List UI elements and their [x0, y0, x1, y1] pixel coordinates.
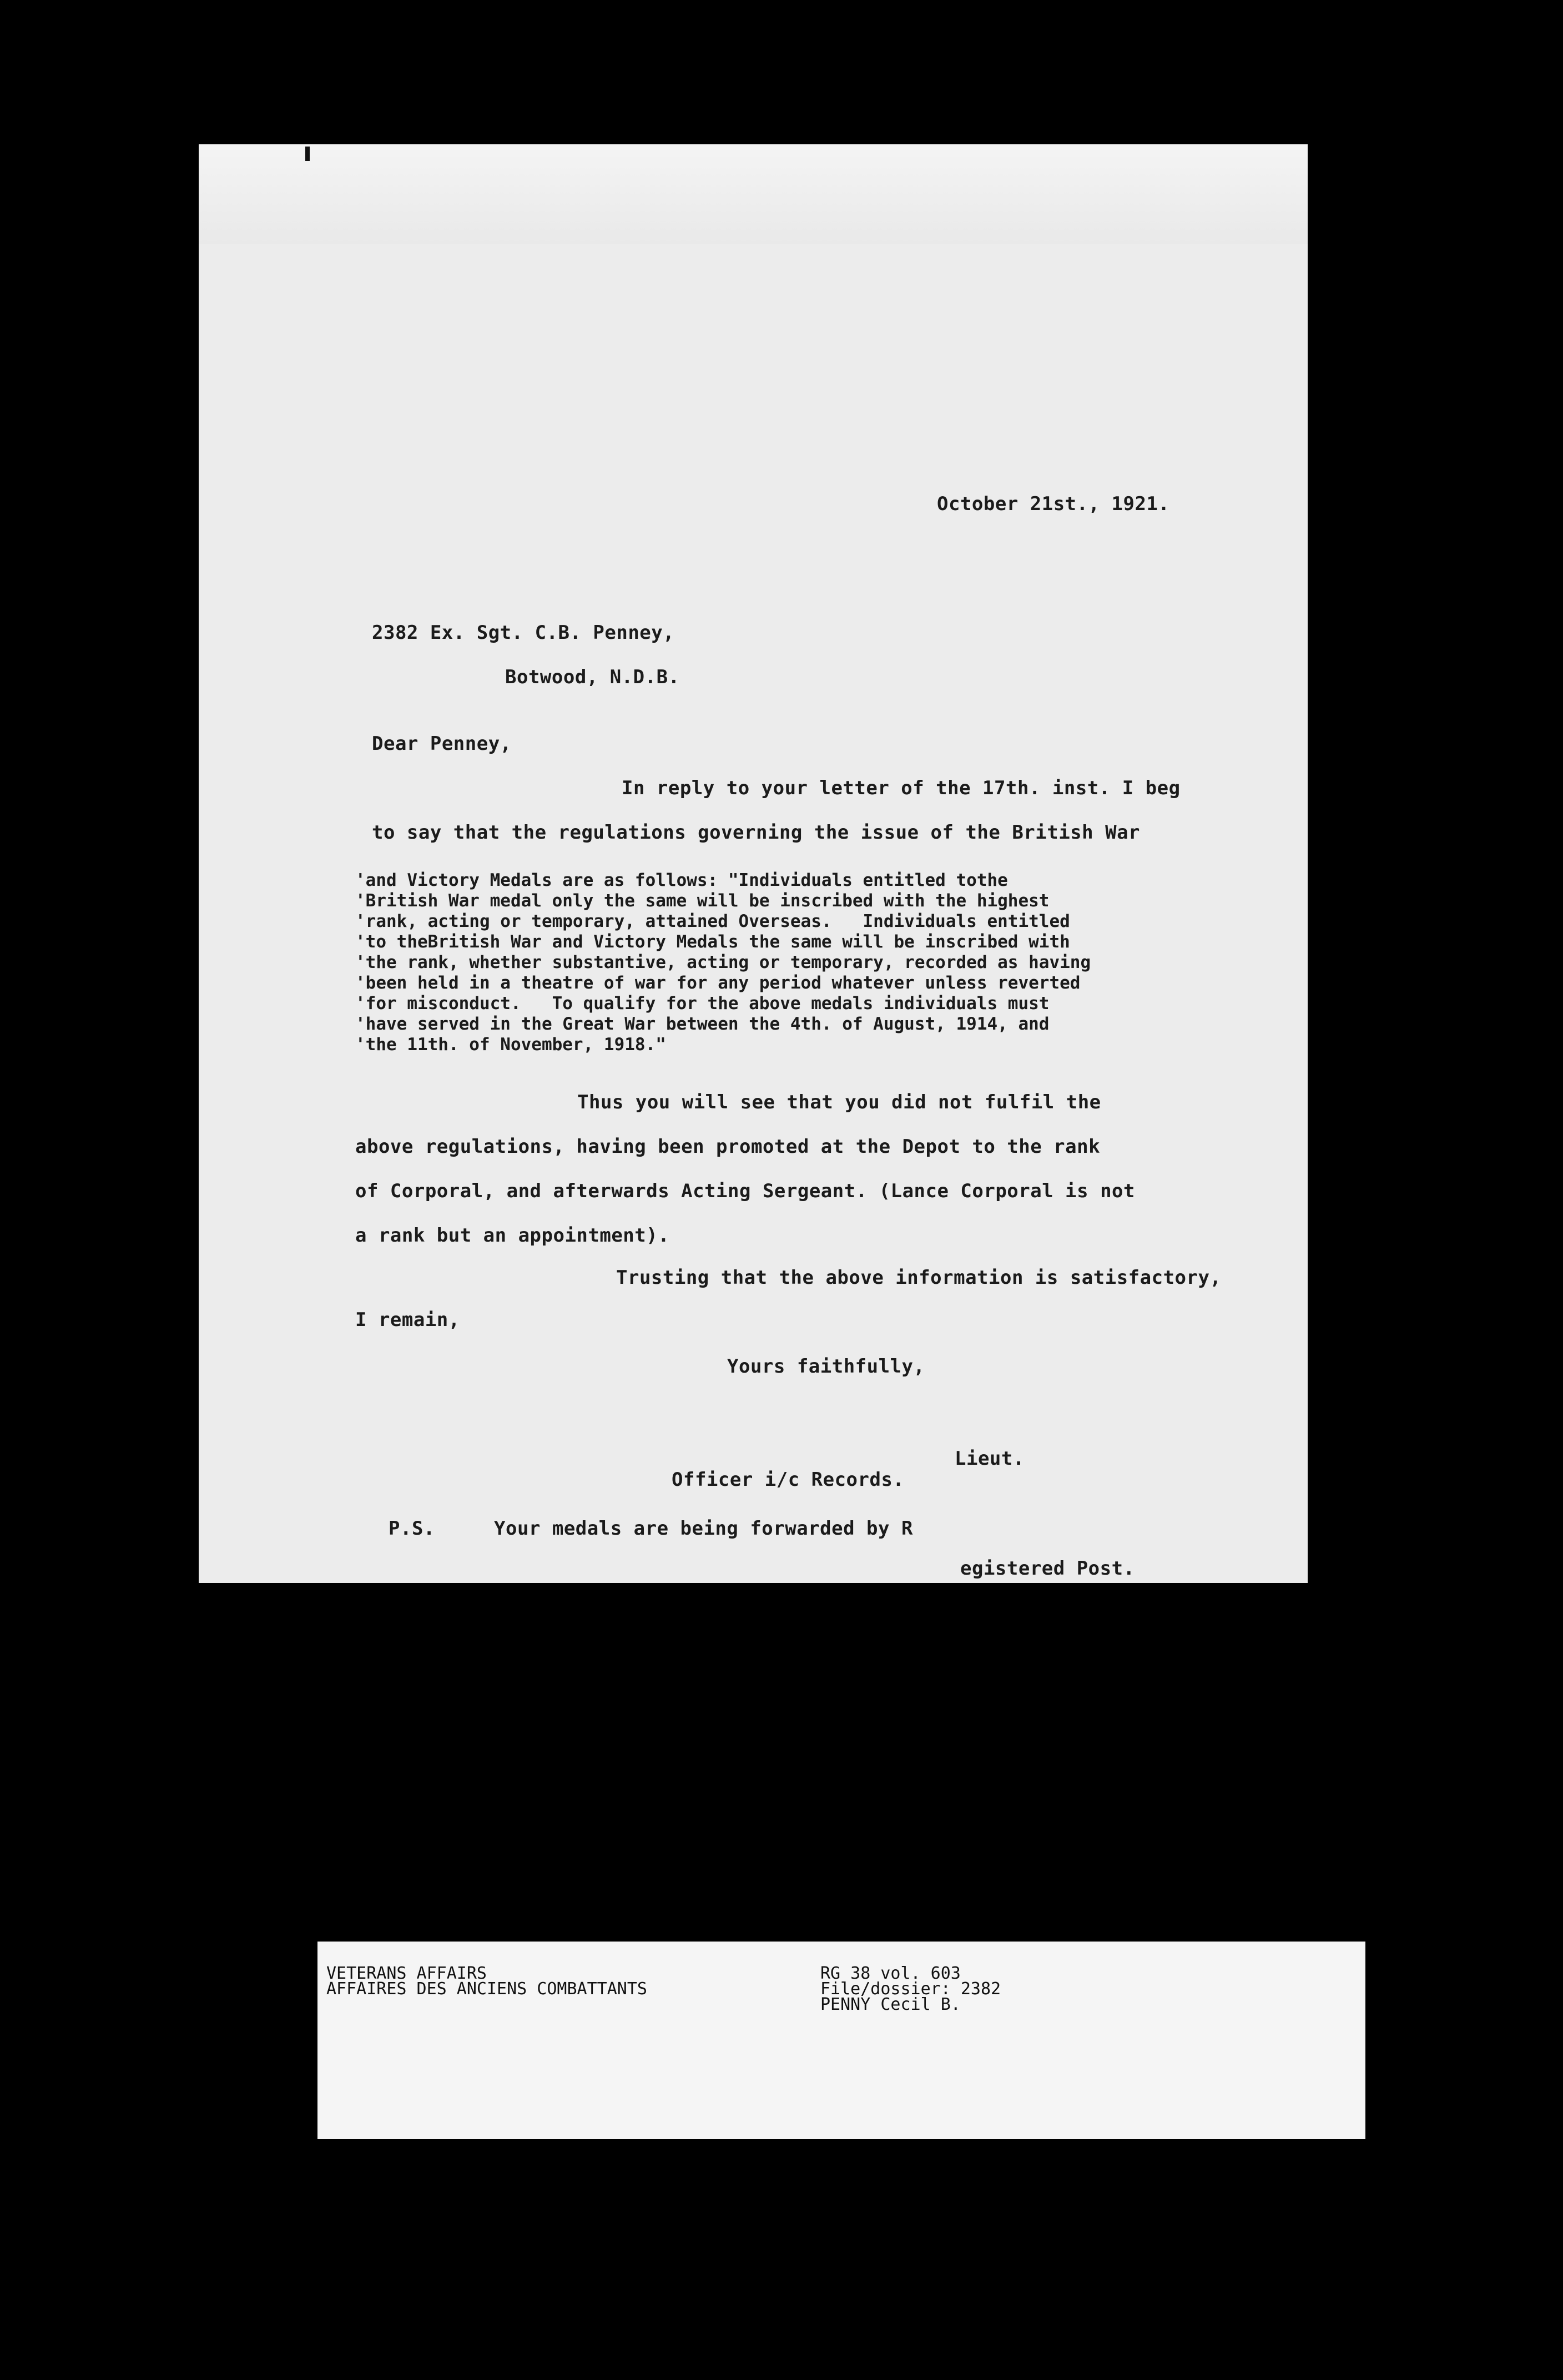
quote-line-2: 'British War medal only the same will be inscribed with the highest [355, 891, 1050, 911]
quote-line-1: 'and Victory Medals are as follows: "Individuals entitled tothe [355, 870, 1008, 890]
archive-dept-en: VETERANS AFFAIRS [326, 1964, 487, 1983]
quote-line-7: 'for misconduct. To qualify for the above medals individuals must [355, 994, 1050, 1013]
paragraph-1-line-1: In reply to your letter of the 17th. inst. I beg [622, 777, 1181, 799]
quote-line-3: 'rank, acting or temporary, attained Overseas. Individuals entitled [355, 911, 1070, 931]
closing: Yours faithfully, [727, 1355, 925, 1378]
signature-title: Officer i/c Records. [672, 1469, 905, 1491]
archive-record-group: RG 38 vol. 603 [820, 1964, 961, 1983]
paragraph-2-line-4: a rank but an appointment). [355, 1224, 670, 1247]
ps-text-line-2: egistered Post. [960, 1557, 1135, 1580]
signature-rank: Lieut. [955, 1448, 1025, 1470]
paragraph-2-line-3: of Corporal, and afterwards Acting Sergeant. (Lance Corporal is not [355, 1180, 1135, 1202]
quote-line-6: 'been held in a theatre of war for any period whatever unless reverted [355, 973, 1081, 993]
archive-person-name: PENNY Cecil B. [820, 1995, 961, 2014]
page-top-strip [199, 144, 1308, 244]
salutation: Dear Penney, [372, 733, 512, 755]
ps-text-line-1: Your medals are being forwarded by R [494, 1517, 913, 1540]
quote-line-9: 'the 11th. of November, 1918." [355, 1035, 666, 1055]
archive-dept-fr: AFFAIRES DES ANCIENS COMBATTANTS [326, 1979, 647, 1999]
closing-line: I remain, [355, 1309, 460, 1331]
paragraph-3: Trusting that the above information is satisfactory, [616, 1267, 1222, 1289]
paragraph-2-line-1: Thus you will see that you did not fulfil the [577, 1091, 1101, 1113]
letter-page [199, 144, 1308, 1583]
recipient-line-1: 2382 Ex. Sgt. C.B. Penney, [372, 622, 675, 644]
quote-line-4: 'to theBritish War and Victory Medals the same will be inscribed with [355, 932, 1070, 952]
letter-date: October 21st., 1921. [937, 493, 1170, 515]
archive-label [317, 1942, 1365, 2139]
paragraph-1-line-2: to say that the regulations governing the issue of the British War [372, 821, 1141, 844]
paragraph-2-line-2: above regulations, having been promoted at the Depot to the rank [355, 1136, 1101, 1158]
page-corner-mark [305, 147, 310, 161]
ps-label: P.S. [389, 1517, 435, 1540]
recipient-line-2: Botwood, N.D.B. [505, 666, 680, 688]
quote-line-8: 'have served in the Great War between the 4th. of August, 1914, and [355, 1014, 1050, 1034]
quote-line-5: 'the rank, whether substantive, acting or temporary, recorded as having [355, 952, 1091, 972]
archive-file-number: File/dossier: 2382 [820, 1979, 1001, 1999]
